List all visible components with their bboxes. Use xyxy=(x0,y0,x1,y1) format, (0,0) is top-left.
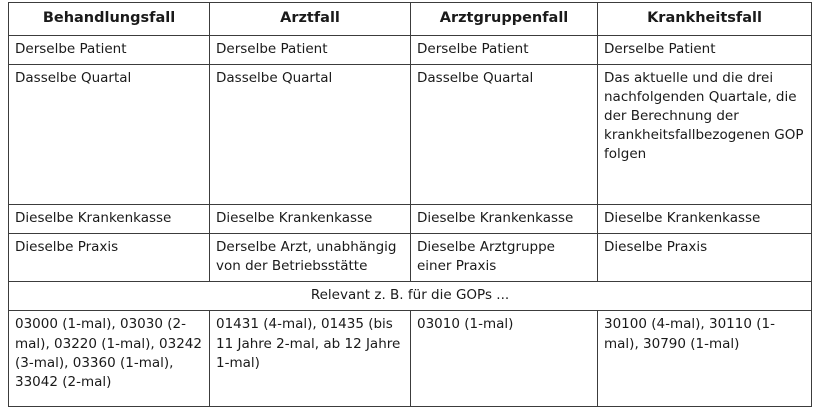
case-definition-table xyxy=(8,2,812,407)
cell-text: Das aktuelle und die drei nachfolgenden Quartale, die der Berechnung der krankheitsfallbezogenen GOP folgen xyxy=(604,69,808,163)
column-header-arztfall: Arztfall xyxy=(210,3,411,36)
table-cell xyxy=(411,64,598,204)
table-cell xyxy=(598,233,812,281)
cell-text: Dieselbe Krankenkasse xyxy=(604,209,761,226)
table-cell xyxy=(210,311,411,407)
table-cell xyxy=(210,233,411,281)
cell-text: Dasselbe Quartal xyxy=(216,69,333,86)
cell-text: Dieselbe Praxis xyxy=(604,238,708,255)
table-cell xyxy=(411,311,598,407)
table-cell xyxy=(598,35,812,64)
table-cell xyxy=(9,35,210,64)
column-header-behandlungsfall: Behandlungsfall xyxy=(9,3,210,36)
column-header-arztgruppenfall: Arztgruppenfall xyxy=(411,3,598,36)
table-cell xyxy=(411,204,598,233)
table-cell xyxy=(598,204,812,233)
table-cell xyxy=(210,204,411,233)
cell-text: Dieselbe Krankenkasse xyxy=(15,209,172,226)
relevant-gops-note: Relevant z. B. für die GOPs ... xyxy=(9,282,812,311)
cell-text: Dasselbe Quartal xyxy=(417,69,534,86)
table-cell xyxy=(411,35,598,64)
table-cell xyxy=(598,311,812,407)
table-row xyxy=(9,64,812,204)
cell-text: Dasselbe Quartal xyxy=(15,69,132,86)
table-cell xyxy=(9,204,210,233)
column-header-krankheitsfall: Krankheitsfall xyxy=(598,3,812,36)
table-row xyxy=(9,204,812,233)
cell-text: 30100 (4-mal), 30110 (1-mal), 30790 (1-mal) xyxy=(604,316,775,352)
table-row xyxy=(9,35,812,64)
cell-text: 01431 (4-mal), 01435 (bis 11 Jahre 2-mal, ab 12 Jahre 1-mal) xyxy=(216,316,405,371)
cell-text: Dieselbe Praxis xyxy=(15,238,119,255)
table-cell xyxy=(9,311,210,407)
cell-text: Derselbe Patient xyxy=(15,40,127,57)
table-header xyxy=(9,3,812,36)
table-cell xyxy=(210,35,411,64)
cell-text: Dieselbe Krankenkasse xyxy=(216,209,373,226)
table-cell xyxy=(598,64,812,204)
table-cell xyxy=(9,64,210,204)
cell-text: Derselbe Patient xyxy=(216,40,328,57)
cell-text: Derselbe Patient xyxy=(604,40,716,57)
table-row xyxy=(9,233,812,281)
table-row xyxy=(9,311,812,407)
table-cell xyxy=(9,233,210,281)
table-cell xyxy=(411,233,598,281)
table-row-span xyxy=(9,282,812,311)
cell-text: Derselbe Arzt, unabhängig von der Betriebsstätte xyxy=(216,238,401,275)
cell-text: Dieselbe Krankenkasse xyxy=(417,209,574,226)
cell-text: 03010 (1-mal) xyxy=(417,316,514,333)
table-body xyxy=(9,35,812,407)
cell-text: Dieselbe Arztgruppe einer Praxis xyxy=(417,238,560,275)
table-cell xyxy=(210,64,411,204)
cell-text: Derselbe Patient xyxy=(417,40,529,57)
cell-text: 03000 (1-mal), 03030 (2-mal), 03220 (1-mal), 03242 (3-mal), 03360 (1-mal), 33042 (2-mal) xyxy=(15,316,207,390)
table-header-row xyxy=(9,3,812,36)
